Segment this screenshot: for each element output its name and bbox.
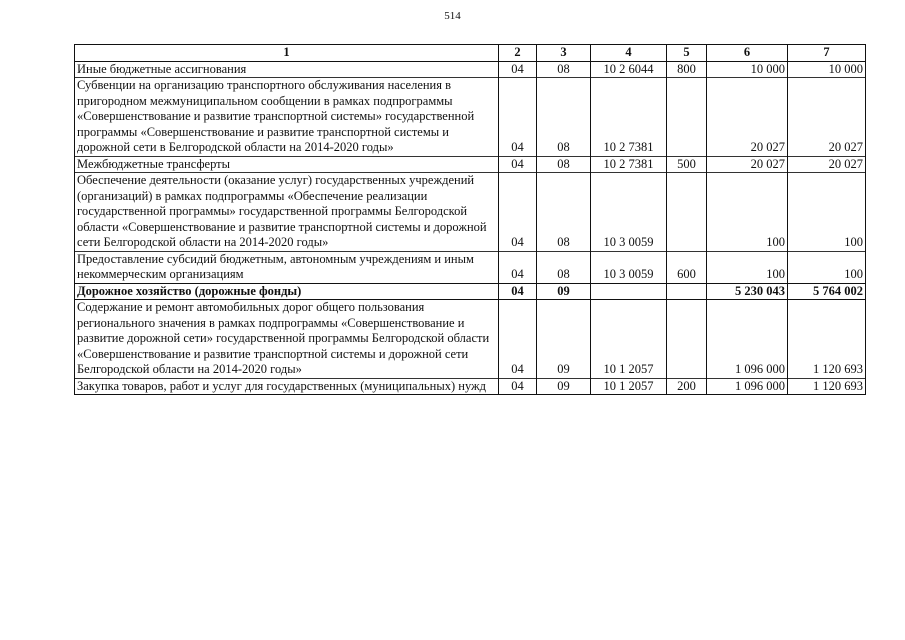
row-expense-type: 500 — [667, 156, 707, 173]
row-section: 04 — [499, 283, 537, 300]
row-name: Закупка товаров, работ и услуг для государственных (муниципальных) нужд — [75, 378, 499, 395]
table-row — [75, 251, 866, 283]
row-target-article: 10 1 2057 — [591, 378, 667, 395]
row-sum-col7: 20 027 — [788, 78, 866, 157]
row-subsection: 08 — [537, 251, 591, 283]
row-sum-col7: 1 120 693 — [788, 300, 866, 379]
row-section: 04 — [499, 78, 537, 157]
row-subsection: 08 — [537, 61, 591, 78]
row-expense-type — [667, 173, 707, 252]
row-subsection: 09 — [537, 283, 591, 300]
column-header-3: 3 — [537, 45, 591, 62]
page-number: 514 — [444, 10, 461, 22]
row-subsection: 08 — [537, 173, 591, 252]
row-name: Субвенции на организацию транспортного обслуживания населения в пригородном межмуниципальном сообщении в рамках подпрограммы «Совершенствование и развитие транспортной системы» государственной программы «Совершенствование и развитие транспортной системы и дорожной сети в Белгородской области на 2014-2020 годы» — [75, 78, 499, 157]
row-sum-col6: 10 000 — [707, 61, 788, 78]
table-row-section-total — [75, 283, 866, 300]
table-row — [75, 156, 866, 173]
row-sum-col6: 100 — [707, 251, 788, 283]
table-row — [75, 378, 866, 395]
column-header-2: 2 — [499, 45, 537, 62]
row-target-article: 10 2 7381 — [591, 78, 667, 157]
row-name: Обеспечение деятельности (оказание услуг) государственных учреждений (организаций) в рамках подпрограммы «Обеспечение реализации государственной программы» государственной программы Белгородской области «Совершенствование и развитие транспортной системы и дорожной сети Белгородской области на 2014-2020 годы» — [75, 173, 499, 252]
header-row — [75, 45, 866, 62]
row-name: Предоставление субсидий бюджетным, автономным учреждениям и иным некоммерческим организациям — [75, 251, 499, 283]
row-subsection: 08 — [537, 156, 591, 173]
column-header-7: 7 — [788, 45, 866, 62]
row-expense-type — [667, 300, 707, 379]
row-target-article: 10 1 2057 — [591, 300, 667, 379]
budget-table — [74, 44, 866, 395]
row-section: 04 — [499, 156, 537, 173]
table-row — [75, 300, 866, 379]
row-sum-col6: 100 — [707, 173, 788, 252]
row-name: Межбюджетные трансферты — [75, 156, 499, 173]
row-sum-col7: 5 764 002 — [788, 283, 866, 300]
row-name: Иные бюджетные ассигнования — [75, 61, 499, 78]
row-name: Дорожное хозяйство (дорожные фонды) — [75, 283, 499, 300]
row-subsection: 09 — [537, 378, 591, 395]
row-sum-col6: 20 027 — [707, 156, 788, 173]
table-row — [75, 78, 866, 157]
row-sum-col6: 5 230 043 — [707, 283, 788, 300]
row-sum-col7: 100 — [788, 173, 866, 252]
column-header-1: 1 — [75, 45, 499, 62]
row-expense-type — [667, 283, 707, 300]
row-target-article: 10 2 7381 — [591, 156, 667, 173]
row-sum-col6: 1 096 000 — [707, 378, 788, 395]
row-expense-type: 600 — [667, 251, 707, 283]
row-section: 04 — [499, 300, 537, 379]
row-target-article: 10 3 0059 — [591, 251, 667, 283]
row-section: 04 — [499, 378, 537, 395]
row-expense-type: 200 — [667, 378, 707, 395]
table-row — [75, 61, 866, 78]
row-section: 04 — [499, 251, 537, 283]
row-target-article: 10 3 0059 — [591, 173, 667, 252]
row-sum-col7: 1 120 693 — [788, 378, 866, 395]
column-header-6: 6 — [707, 45, 788, 62]
column-header-4: 4 — [591, 45, 667, 62]
row-sum-col7: 100 — [788, 251, 866, 283]
row-expense-type — [667, 78, 707, 157]
row-name: Содержание и ремонт автомобильных дорог общего пользования регионального значения в рамках подпрограммы «Совершенствование и развитие дорожной сети» государственной программы Белгородской области «Совершенствование и развитие транспортной системы и дорожной сети Белгородской области на 2014-2020 годы» — [75, 300, 499, 379]
row-sum-col6: 20 027 — [707, 78, 788, 157]
row-target-article: 10 2 6044 — [591, 61, 667, 78]
row-sum-col6: 1 096 000 — [707, 300, 788, 379]
row-subsection: 08 — [537, 78, 591, 157]
row-sum-col7: 10 000 — [788, 61, 866, 78]
row-subsection: 09 — [537, 300, 591, 379]
row-section: 04 — [499, 173, 537, 252]
row-target-article — [591, 283, 667, 300]
column-header-5: 5 — [667, 45, 707, 62]
row-expense-type: 800 — [667, 61, 707, 78]
table-row — [75, 173, 866, 252]
row-section: 04 — [499, 61, 537, 78]
row-sum-col7: 20 027 — [788, 156, 866, 173]
